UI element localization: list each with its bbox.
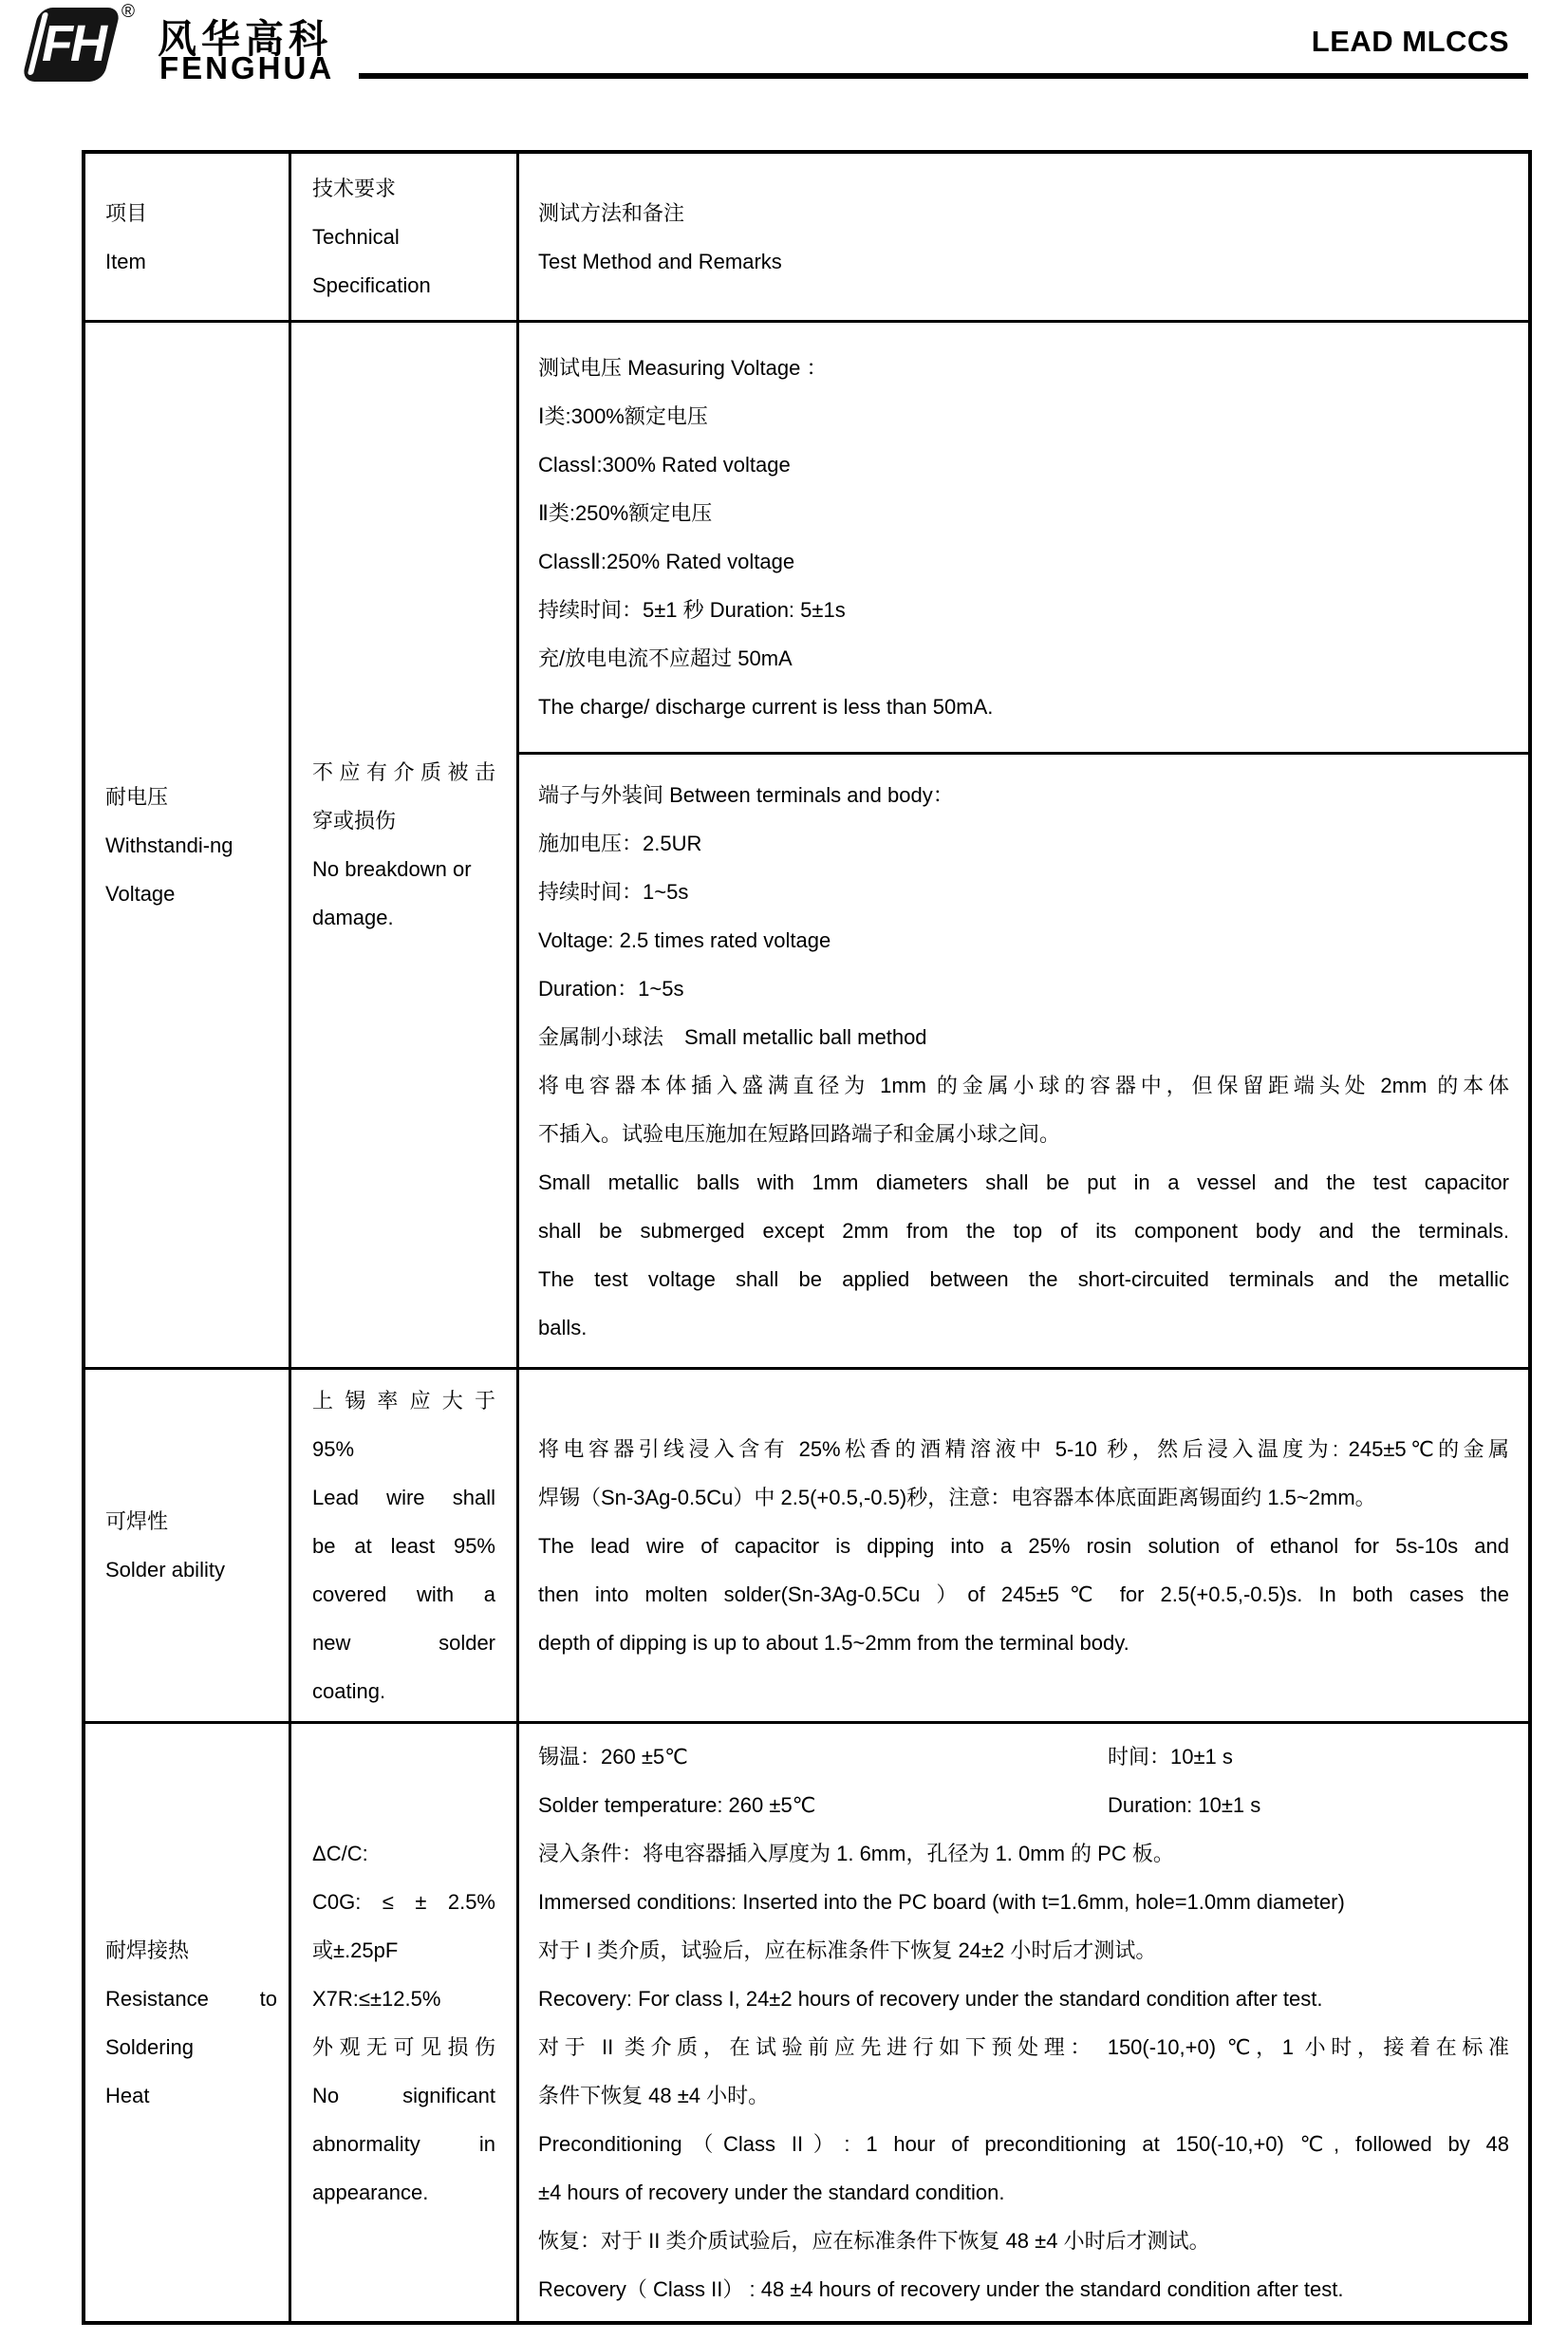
method-line: Preconditioning（Class II）: 1 hour of preconditioning at 150(-10,+0) ℃, followed by 48 [538, 2131, 1509, 2156]
method-line: 将电容器本体插入盛满直径为 1mm 的金属小球的容器中，但保留距端头处 2mm 的本体 [538, 1073, 1509, 1097]
method-cell [516, 1724, 1528, 2321]
table-row-withstanding-voltage [85, 320, 1528, 1367]
method-line: 端子与外装间 Between terminals and body： [538, 782, 954, 807]
spec-line: 不应有介质被击 [312, 760, 495, 784]
item-line: 可焊性 [105, 1509, 169, 1533]
item-cell [85, 323, 289, 1367]
method-line: shall be submerged except 2mm from the top of its component body and the terminals. [538, 1218, 1509, 1243]
method-line: Immersed conditions: Inserted into the PC board (with t=1.6mm, hole=1.0mm diameter) [538, 1889, 1345, 1914]
method-line: depth of dipping is up to about 1.5~2mm from the terminal body. [538, 1630, 1129, 1655]
method-subcell-terminals-body [519, 752, 1528, 1367]
header-spec-en2: Specification [312, 273, 431, 297]
table-row-solder-ability [85, 1367, 1528, 1721]
header-spec-zh: 技术要求 [312, 177, 397, 200]
spec-line: No breakdown or [312, 857, 472, 881]
header-method-zh: 测试方法和备注 [538, 200, 685, 225]
duration-en: Duration: 10±1 s [1108, 1792, 1261, 1817]
header-cell-method [516, 154, 1528, 320]
method-subcell-measuring-voltage [519, 323, 1528, 752]
method-line: 持续时间：1~5s [538, 879, 689, 904]
item-line: Solder ability [105, 1558, 225, 1582]
item-line: Withstandi-ng [105, 833, 233, 857]
method-cell [516, 1370, 1528, 1721]
method-line: Ⅰ类:300%额定电压 [538, 404, 708, 428]
spec-line: damage. [312, 906, 394, 929]
spec-line: coating. [312, 1678, 386, 1703]
method-line: then into molten solder(Sn-3Ag-0.5Cu ）of 245±5℃ for 2.5(+0.5,-0.5)s. In both cases the [538, 1582, 1509, 1606]
spec-table [82, 150, 1532, 2325]
method-line: ClassⅡ:250% Rated voltage [538, 550, 795, 573]
spec-line: appearance. [312, 2180, 429, 2204]
header-spec-en1: Technical [312, 225, 400, 249]
method-line: ±4 hours of recovery under the standard condition. [538, 2180, 1005, 2204]
registered-trademark-icon: ® [121, 2, 135, 22]
method-line: 对于 II 类介质，在试验前应先进行如下预处理： 150(-10,+0) ℃，1 小时，接着在标准 [538, 2034, 1509, 2059]
header-item-en: Item [105, 249, 146, 273]
method-line: Small metallic balls with 1mm diameters shall be put in a vessel and the test capacitor [538, 1170, 1509, 1194]
method-line: Recovery: For class I, 24±2 hours of recovery under the standard condition after test. [538, 1986, 1323, 2011]
spec-line: 或±.25pF [312, 1938, 399, 1962]
spec-line: new solder [312, 1630, 495, 1655]
method-line: 测试电压 Measuring Voltage ： [538, 356, 828, 380]
method-line: 施加电压：2.5UR [538, 831, 702, 855]
item-line: Resistance to [105, 1986, 277, 2011]
solder-temp-en: Solder temperature: 260 ±5℃ [538, 1792, 816, 1817]
header-cell-spec [289, 154, 516, 320]
item-line: Heat [105, 2083, 150, 2107]
page-title: LEAD MLCCS [1311, 25, 1509, 58]
spec-line: 外观无可见损伤 [312, 2034, 495, 2059]
spec-line: No significant [312, 2083, 495, 2107]
spec-line: covered with a [312, 1582, 495, 1606]
method-line: Voltage: 2.5 times rated voltage [538, 927, 831, 952]
item-line: 耐焊接热 [105, 1938, 190, 1962]
method-line: balls. [538, 1315, 588, 1339]
method-line: 充/放电电流不应超过 50mA [538, 646, 793, 670]
item-line: Voltage [105, 881, 176, 906]
company-name-english: FENGHUA [159, 50, 335, 85]
method-line: Ⅱ类:250%额定电压 [538, 501, 713, 525]
table-row-soldering-heat [85, 1721, 1528, 2321]
header-method-en: Test Method and Remarks [538, 249, 782, 273]
method-line: 不插入。试验电压施加在短路回路端子和金属小球之间。 [538, 1121, 1061, 1146]
fenghua-logo-mark [23, 8, 120, 84]
item-cell [85, 1370, 289, 1721]
spec-cell [289, 323, 516, 1367]
method-line: 浸入条件：将电容器插入厚度为 1. 6mm，孔径为 1. 0mm 的 PC 板。 [538, 1841, 1174, 1865]
method-line: The lead wire of capacitor is dipping into a 25% rosin solution of ethanol for 5s-10s and [538, 1533, 1509, 1558]
spec-cell [289, 1724, 516, 2321]
method-line: 条件下恢复 48 ±4 小时。 [538, 2083, 770, 2107]
logo-fh-letters: FH [42, 15, 104, 72]
method-line: 焊锡（Sn-3Ag-0.5Cu）中 2.5(+0.5,-0.5)秒，注意：电容器本体底面距离锡面约 1.5~2mm。 [538, 1485, 1376, 1509]
method-cell-split [516, 323, 1528, 1367]
header-cell-item [85, 154, 289, 320]
solder-temp-zh: 锡温：260 ±5℃ [538, 1744, 688, 1769]
method-line: Recovery（ Class II） : 48 ±4 hours of recovery under the standard condition after test. [538, 2276, 1344, 2301]
method-line: The test voltage shall be applied between the short-circuited terminals and the metallic [538, 1266, 1509, 1291]
duration-zh: 时间：10±1 s [1108, 1744, 1233, 1769]
method-pair-line [538, 1781, 1509, 1829]
spec-line: 95% [312, 1436, 355, 1461]
item-line: Soldering [105, 2034, 194, 2059]
spec-line: ΔC/C: [312, 1841, 368, 1865]
method-line: ClassⅠ:300% Rated voltage [538, 453, 791, 477]
header-divider-rule [359, 73, 1528, 79]
spec-line: C0G: ≤ ± 2.5% [312, 1889, 495, 1914]
header-item-zh: 项目 [105, 200, 148, 225]
spec-line: 上锡率应大于 [312, 1388, 495, 1413]
spec-line: be at least 95% [312, 1533, 495, 1558]
table-header-row [85, 154, 1528, 320]
spec-line: X7R:≤±12.5% [312, 1986, 441, 2011]
spec-line: abnormality in [312, 2131, 495, 2156]
spec-line: Lead wire shall [312, 1485, 495, 1509]
company-name-chinese: 风华高科 [158, 17, 332, 61]
method-line: 对于 I 类介质，试验后，应在标准条件下恢复 24±2 小时后才测试。 [538, 1938, 1157, 1962]
method-pair-line [538, 1732, 1509, 1781]
item-cell [85, 1724, 289, 2321]
method-line: 持续时间：5±1 秒 Duration: 5±1s [538, 598, 846, 622]
method-line: The charge/ discharge current is less than 50mA. [538, 695, 994, 719]
method-line: Duration：1~5s [538, 976, 684, 1001]
spec-cell [289, 1370, 516, 1721]
method-line: 恢复：对于 II 类介质试验后，应在标准条件下恢复 48 ±4 小时后才测试。 [538, 2228, 1210, 2253]
spec-line: 穿或损伤 [312, 809, 397, 833]
method-line: 将电容器引线浸入含有 25%松香的酒精溶液中 5-10 秒，然后浸入温度为: 245±5℃的金属 [538, 1436, 1509, 1461]
method-line: 金属制小球法 Small metallic ball method [538, 1024, 927, 1049]
item-line: 耐电压 [105, 784, 169, 809]
